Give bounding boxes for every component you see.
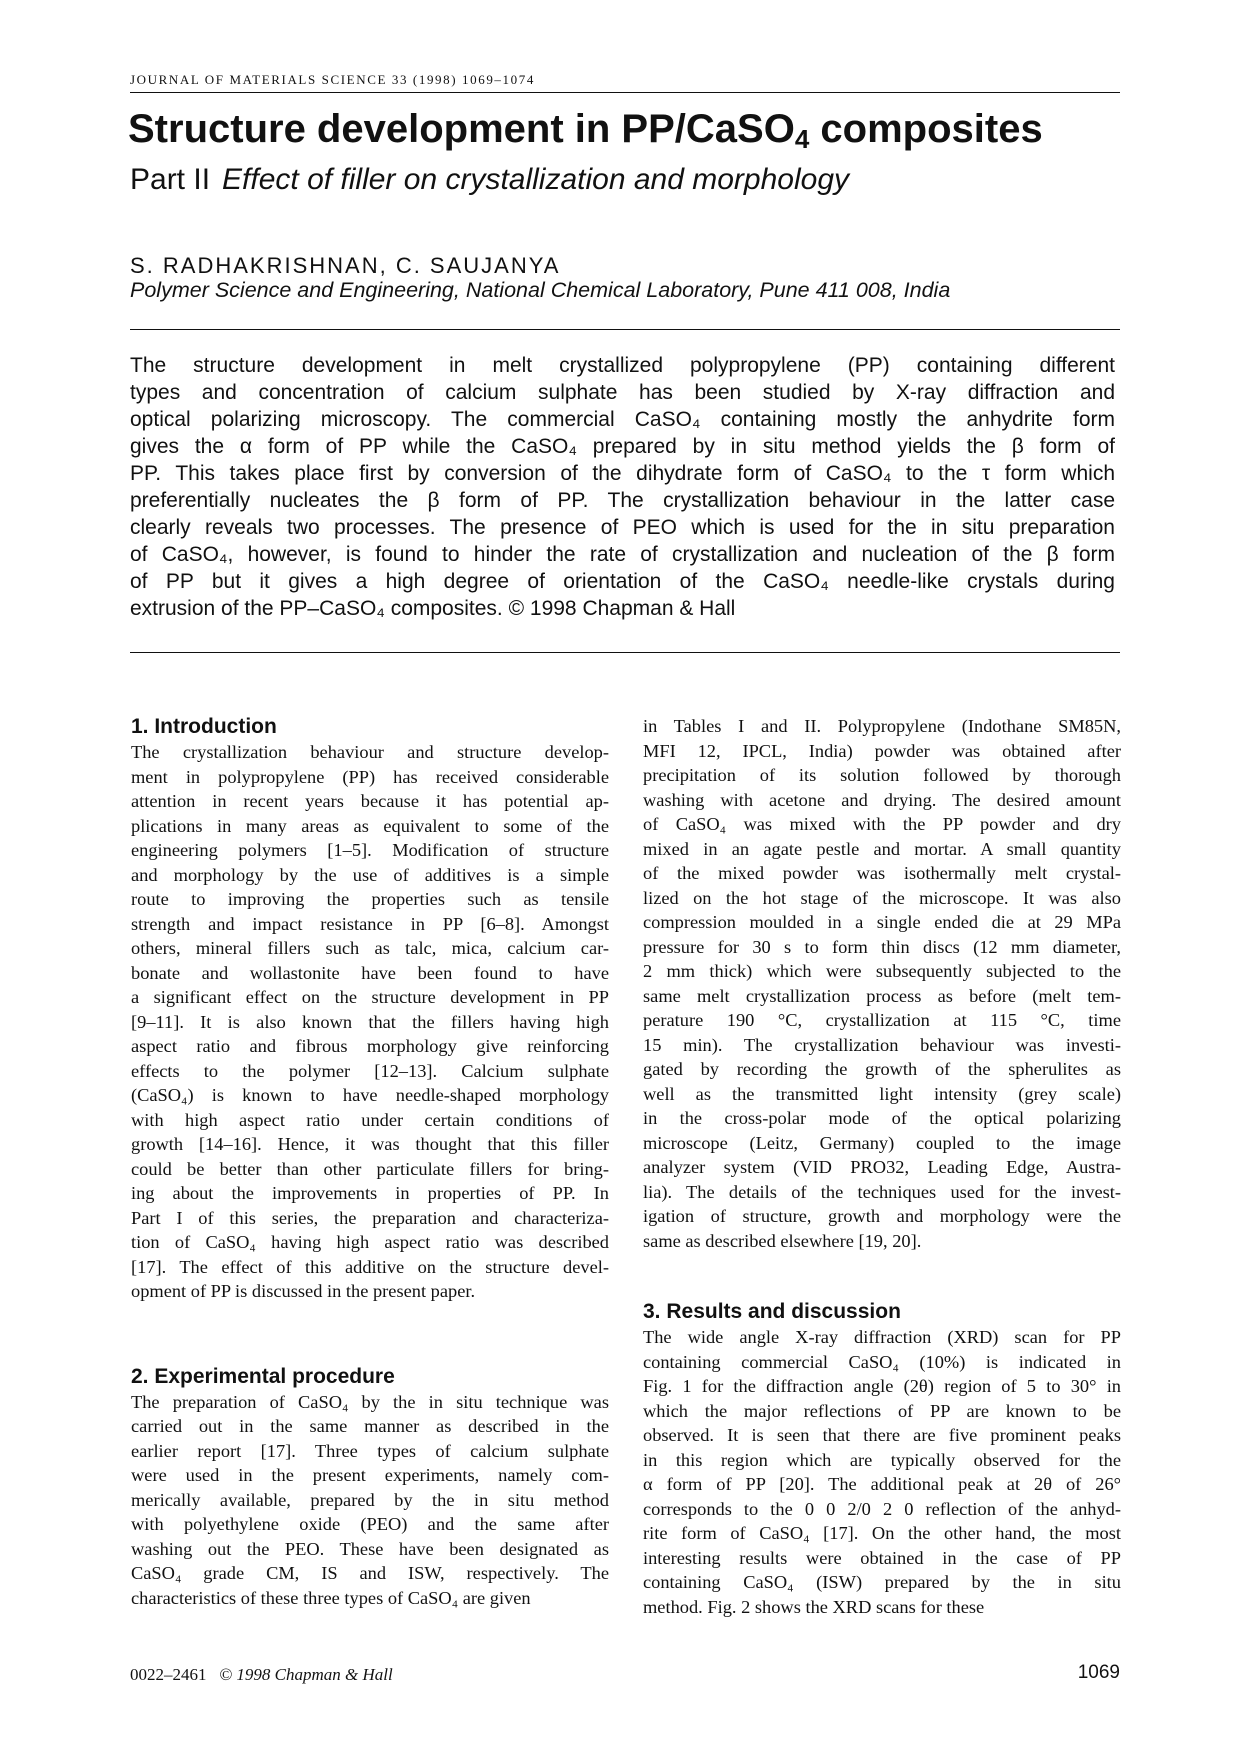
abstract-line: types and concentration of calcium sulphate has been studied by X-ray diffraction and — [130, 381, 1115, 404]
text-line: MFI 12, IPCL, India) powder was obtained after — [643, 740, 1121, 761]
text-line: plications in many areas as equivalent to some of the — [131, 815, 609, 836]
text-line: [17]. The effect of this additive on the structure devel- — [131, 1256, 609, 1277]
text-line: Fig. 1 for the diffraction angle (2θ) region of 5 to 30° in — [643, 1376, 1121, 1396]
text-line: rite form of CaSO₄ [17]. On the other hand, the most — [643, 1523, 1121, 1543]
text-line: and morphology by the use of additives is a simple — [131, 864, 609, 885]
text-line: in Tables I and II. Polypropylene (Indothane SM85N, — [643, 716, 1121, 736]
text-line: characteristics of these three types of CaSO₄ are given — [131, 1587, 531, 1608]
text-line: with polyethylene oxide (PEO) and the same after — [131, 1514, 609, 1534]
abstract-line: of CaSO₄, however, is found to hinder the rate of crystallization and nucleation of the β form — [130, 543, 1115, 566]
text-line: of CaSO₄ was mixed with the PP powder and dry — [643, 814, 1121, 834]
text-line: effects to the polymer [12–13]. Calcium sulphate — [131, 1060, 609, 1081]
text-line: aspect ratio and fibrous morphology give reinforcing — [131, 1036, 609, 1056]
text-line: The wide angle X-ray diffraction (XRD) scan for PP — [643, 1327, 1121, 1347]
text-line: ing about the improvements in properties of PP. In — [131, 1183, 609, 1203]
text-line: washing with acetone and drying. The desired amount — [643, 789, 1121, 810]
text-line: of the mixed powder was isothermally melt crystal- — [643, 863, 1121, 883]
section-heading-introduction: 1. Introduction — [131, 715, 277, 738]
abstract-line: The structure development in melt crystallized polypropylene (PP) containing different — [130, 354, 1115, 377]
text-line: ment in polypropylene (PP) has received considerable — [131, 766, 609, 787]
text-line: others, mineral fillers such as talc, mica, calcium car- — [131, 938, 609, 958]
footer-copyright: © 1998 Chapman & Hall — [219, 1665, 393, 1684]
page-number: 1069 — [1077, 1662, 1120, 1683]
text-line: opment of PP is discussed in the present paper. — [131, 1281, 476, 1301]
section-heading-experimental: 2. Experimental procedure — [131, 1364, 395, 1388]
authors: S. RADHAKRISHNAN, C. SAUJANYA — [130, 253, 561, 278]
text-line: bonate and wollastonite have been found to have — [131, 962, 609, 983]
abstract-line: extrusion of the PP–CaSO₄ composites. © 1998 Chapman & Hall — [130, 597, 736, 620]
title-subscript: 4 — [794, 124, 810, 154]
text-line: earlier report [17]. Three types of calcium sulphate — [131, 1440, 609, 1461]
abstract-line: PP. This takes place first by conversion of the dihydrate form of CaSO₄ to the τ form which — [130, 462, 1115, 485]
article-subtitle — [130, 160, 849, 200]
abstract-line: of PP but it gives a high degree of orientation of the CaSO₄ needle-like crystals during — [130, 570, 1115, 593]
text-line: which the major reflections of PP are known to be — [643, 1400, 1121, 1421]
paragraph-experimental — [131, 1390, 609, 1611]
text-line: in the cross-polar mode of the optical polarizing — [643, 1108, 1121, 1128]
text-line: lized on the hot stage of the microscope. It was also — [643, 887, 1121, 908]
footer-issn — [130, 1665, 393, 1685]
title-text-end: composites — [809, 107, 1043, 151]
text-line: interesting results were obtained in the case of PP — [643, 1547, 1121, 1568]
paragraph-results — [643, 1325, 1121, 1619]
abstract-top-rule — [130, 329, 1120, 330]
text-line: strength and impact resistance in PP [6–8]. Amongst — [131, 913, 609, 934]
text-line: compression moulded in a single ended die at 29 MPa — [643, 912, 1121, 932]
text-line: with high aspect ratio under certain conditions of — [131, 1109, 609, 1130]
abstract-line: preferentially nucleates the β form of PP. The crystallization behaviour in the latter case — [130, 489, 1115, 512]
text-line: 2 mm thick) which were subsequently subjected to the — [643, 961, 1121, 981]
text-line: lia). The details of the techniques used for the invest- — [643, 1181, 1121, 1202]
abstract-line: optical polarizing microscopy. The commercial CaSO₄ containing mostly the anhydrite form — [130, 408, 1115, 431]
text-line: igation of structure, growth and morphology were the — [643, 1206, 1121, 1226]
paragraph-introduction — [131, 740, 609, 1304]
text-line: precipitation of its solution followed by thorough — [643, 765, 1121, 785]
text-line: same as described elsewhere [19, 20]. — [643, 1230, 922, 1251]
text-line: containing CaSO₄ (ISW) prepared by the in situ — [643, 1572, 1121, 1592]
text-line: could be better than other particulate fillers for bring- — [131, 1158, 609, 1179]
text-line: [9–11]. It is also known that the fillers having high — [131, 1011, 609, 1032]
text-line: a significant effect on the structure development in PP — [131, 987, 609, 1007]
subtitle-part: Part II — [130, 163, 211, 196]
text-line: tion of CaSO₄ having high aspect ratio was described — [131, 1232, 609, 1252]
text-line: containing commercial CaSO₄ (10%) is indicated in — [643, 1351, 1121, 1372]
text-line: CaSO₄ grade CM, IS and ISW, respectively. The — [131, 1563, 609, 1583]
left-column — [131, 714, 609, 1610]
text-line: mixed in an agate pestle and mortar. A small quantity — [643, 838, 1121, 859]
subtitle-text: Effect of filler on crystallization and morphology — [222, 163, 849, 196]
text-line: microscope (Leitz, Germany) coupled to the image — [643, 1132, 1121, 1153]
text-line: carried out in the same manner as described in the — [131, 1416, 609, 1436]
text-line: analyzer system (VID PRO32, Leading Edge, Austra- — [643, 1157, 1121, 1177]
text-line: gated by recording the growth of the spherulites as — [643, 1059, 1121, 1079]
text-line: merically available, prepared by the in situ method — [131, 1489, 609, 1510]
abstract-line: clearly reveals two processes. The presence of PEO which is used for the in situ preparation — [130, 516, 1115, 539]
abstract — [130, 352, 1115, 622]
text-line: attention in recent years because it has potential ap- — [131, 791, 609, 811]
text-line: (CaSO₄) is known to have needle-shaped morphology — [131, 1085, 609, 1105]
text-line: method. Fig. 2 shows the XRD scans for these — [643, 1596, 985, 1617]
text-line: in this region which are typically observed for the — [643, 1449, 1121, 1470]
section-heading-results: 3. Results and discussion — [643, 1300, 901, 1323]
paragraph-experimental-continued — [643, 714, 1121, 1253]
text-line: corresponds to the 0 0 2/0 2 0 reflection of the anhyd- — [643, 1498, 1121, 1519]
text-line: were used in the present experiments, namely com- — [131, 1465, 609, 1485]
title-text: Structure development in PP/CaSO — [128, 107, 795, 151]
text-line: α form of PP [20]. The additional peak at 2θ of 26° — [643, 1474, 1121, 1494]
text-line: route to improving the properties such as tensile — [131, 889, 609, 909]
text-line: growth [14–16]. Hence, it was thought that this filler — [131, 1134, 609, 1154]
running-head: JOURNAL OF MATERIALS SCIENCE 33 (1998) 1069–1074 — [130, 72, 535, 87]
text-line: well as the transmitted light intensity (grey scale) — [643, 1083, 1121, 1104]
text-line: observed. It is seen that there are five prominent peaks — [643, 1425, 1121, 1445]
text-line: The preparation of CaSO₄ by the in situ technique was — [131, 1391, 609, 1412]
text-line: pressure for 30 s to form thin discs (12 mm diameter, — [643, 936, 1121, 957]
text-line: same melt crystallization process as before (melt tem- — [643, 985, 1121, 1006]
article-title — [128, 104, 1043, 154]
right-column — [643, 714, 1121, 1619]
text-line: The crystallization behaviour and structure develop- — [131, 742, 609, 762]
text-line: washing out the PEO. These have been designated as — [131, 1538, 609, 1559]
text-line: engineering polymers [1–5]. Modification of structure — [131, 840, 609, 860]
top-rule — [130, 92, 1120, 93]
text-line: 15 min). The crystallization behaviour was investi- — [643, 1034, 1121, 1055]
issn: 0022–2461 — [130, 1665, 207, 1684]
abstract-line: gives the α form of PP while the CaSO₄ prepared by in situ method yields the β form of — [130, 435, 1115, 458]
abstract-bottom-rule — [130, 652, 1120, 653]
affiliation: Polymer Science and Engineering, National Chemical Laboratory, Pune 411 008, India — [130, 278, 951, 302]
text-line: perature 190 °C, crystallization at 115 °C, time — [643, 1010, 1121, 1030]
text-line: Part I of this series, the preparation and characteriza- — [131, 1207, 609, 1228]
